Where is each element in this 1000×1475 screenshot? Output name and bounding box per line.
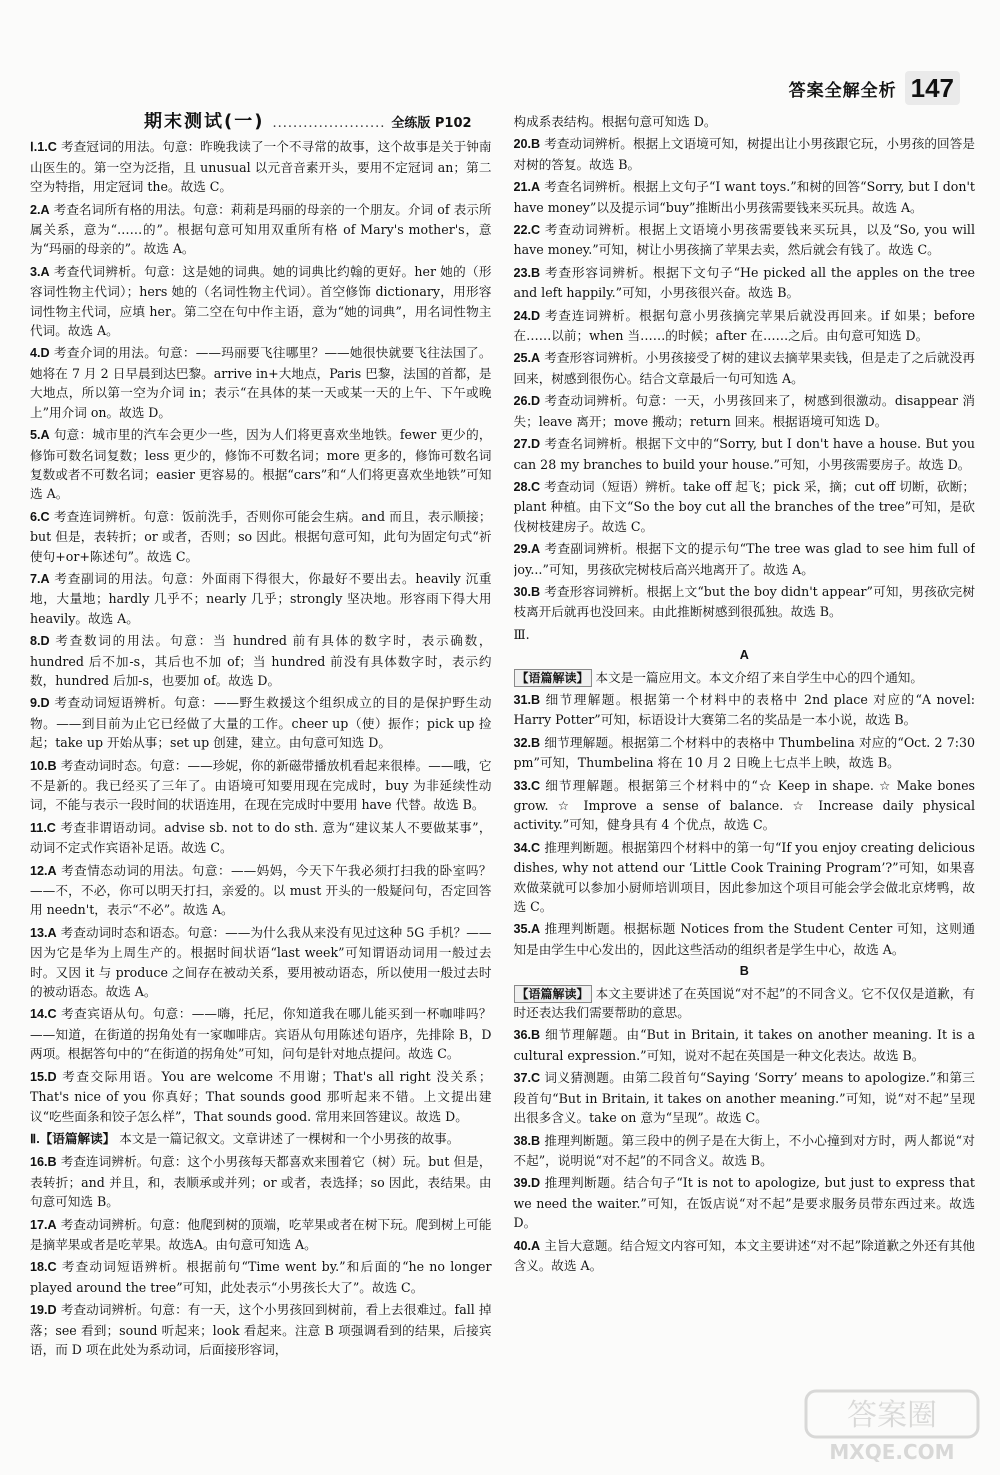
answer-explanation: 考查宾语从句。句意：——嗨，托尼，你知道我在哪儿能买到一杯咖啡吗？——知道，在街道的拐角处有一家咖啡店。宾语从句用陈述句语序，先排除 B，D 两项。根据答句中的“在街道的拐角处”可知，问句是针对地点提问。故选 C。 bbox=[30, 1006, 492, 1062]
answer-item bbox=[30, 343, 492, 422]
answer-item bbox=[514, 984, 976, 1023]
answer-explanation: 考查动词辨析。根据上文语境小男孩需要钱来买玩具，以及“So, you will have money.”可知，树让小男孩摘了苹果去卖，然后就会有钱了。故选 C。 bbox=[513, 222, 975, 258]
answer-number: 32.B bbox=[513, 735, 541, 750]
answer-explanation: 推理判断题。第三段中的例子是在大街上，不小心撞到对方时，两人都说“对不起”，说明说“对不起”的不同含义。故选 B。 bbox=[513, 1132, 975, 1168]
answer-explanation: 本文是一篇应用文。本文介绍了来自学生中心的四个通知。 bbox=[595, 669, 923, 685]
answer-number: 7.A bbox=[30, 571, 50, 586]
answer-item bbox=[30, 507, 492, 566]
answer-number: 28.C bbox=[513, 479, 541, 494]
answer-explanation: 考查形容词辨析。根据上文“but the boy didn't appear”可知，男孩砍完树枝离开后就再也没回来。由此推断树感到很孤独。故选 B。 bbox=[513, 583, 975, 620]
answer-number: 35.A bbox=[513, 922, 541, 937]
answer-explanation: 考查情态动词的用法。句意：——妈妈，今天下午我必须打扫我的卧室吗？——不，不必，你可以明天打扫，亲爱的。以 must 开头的一般疑问句，否定回答用 needn't，表示“不必”。故选 A。 bbox=[30, 862, 492, 918]
answer-number: 4.D bbox=[30, 346, 50, 361]
watermark-text-1: 答案圈 bbox=[847, 1398, 937, 1433]
answer-item bbox=[514, 733, 976, 773]
answer-number: 38.B bbox=[513, 1133, 541, 1148]
answer-explanation: 考查连词辨析。根据句意小男孩摘完苹果后就没再回来。if 如果；before 在……以前；when 当……的时候；after 在……之后。由句意可知选 D。 bbox=[513, 307, 975, 344]
answer-item bbox=[30, 1067, 492, 1126]
answer-number: 34.C bbox=[513, 840, 541, 855]
answer-item bbox=[514, 177, 976, 217]
answer-explanation: 考查代词辨析。句意：这是她的词典。她的词典比约翰的更好。her 她的（形容词性物主代词）；hers 她的（名词性物主代词）。首空修饰 dictionary，用形容词性物主代词，应填 her。第二空在句中作主语，意为“她的词典”，用名词性物主代词。故选 A。 bbox=[30, 263, 492, 339]
answer-item bbox=[30, 861, 492, 920]
answer-explanation: 考查形容词辨析。小男孩接受了树的建议去摘苹果卖钱，但是走了之后就没再回来，树感到很伤心。结合文章最后一句可知选 A。 bbox=[513, 350, 975, 386]
answer-explanation: 本文是一篇记叙文。文章讲述了一棵树和一个小男孩的故事。 bbox=[119, 1130, 460, 1146]
answer-explanation: 考查交际用语。You are welcome 不用谢；That's all right 没关系；That's nice of you 你真好；That sounds good 那听起来不错。上文提出建议“吃些面条和饺子怎么样”，That sounds good. 常用来回答建议。故选 D。 bbox=[30, 1068, 492, 1124]
answer-item bbox=[514, 1068, 976, 1127]
answer-number: Ⅱ.【语篇解读】 bbox=[30, 1131, 116, 1146]
answer-number: 10.B bbox=[30, 758, 57, 773]
answer-explanation: 考查形容词辨析。根据下文句子“He picked all the apples on the tree and left happily.”可知，小男孩很兴奋。故选 B。 bbox=[513, 264, 975, 301]
answer-number: 29.A bbox=[513, 542, 541, 557]
section-heading bbox=[514, 625, 976, 644]
answer-number: 6.C bbox=[30, 509, 50, 524]
answer-explanation: 主旨大意题。结合短文内容可知，本文主要讲述“对不起”除道歉之外还有其他含义。故选 A。 bbox=[513, 1237, 975, 1273]
answer-explanation: 考查动词短语辨析。根据前句“Time went by.”和后面的“he no longer played around the tree”可知，此处表示“小男孩长大了”。故选 C。 bbox=[30, 1259, 492, 1295]
answer-explanation: 考查名词所有格的用法。句意：莉莉是玛丽的母亲的一个朋友。介词 of 表示所属关系，意为“……的”。根据句意可知用双重所有格 of Mary's mother's，意为“玛丽的母亲的”。故选 A。 bbox=[30, 201, 492, 257]
answer-number: 40.A bbox=[513, 1238, 541, 1253]
answer-number: 25.A bbox=[513, 351, 541, 366]
answer-number: 23.B bbox=[513, 265, 541, 280]
answer-number: 20.B bbox=[513, 137, 541, 152]
answer-explanation: 考查名词辨析。根据下文中的“Sorry, but I don't have a house. But you can 28 my branches to build your house.”可知，小男孩需要房子。故选 D。 bbox=[513, 436, 975, 472]
answer-explanation: 考查连词辨析。句意：这个小男孩每天都喜欢来围着它（树）玩。but 但是，表转折；and 并且，和，表顺承或并列；or 或者，表选择；so 因此，表结果。由句意可知选 B。 bbox=[30, 1154, 492, 1210]
answer-item bbox=[30, 425, 492, 504]
answer-number: 39.D bbox=[513, 1176, 541, 1191]
answer-number: 31.B bbox=[513, 692, 541, 707]
answer-explanation: 考查动词辨析。句意：一天，小男孩回来了，树感到很激动。disappear 消失；leave 离开；move 搬动；return 回来。根据语境可知选 D。 bbox=[513, 393, 975, 429]
answer-number: 37.C bbox=[513, 1071, 541, 1086]
passage-letter: A bbox=[739, 648, 749, 663]
answer-item bbox=[30, 923, 492, 1002]
answer-item bbox=[30, 756, 492, 815]
answer-number: 11.C bbox=[30, 820, 56, 835]
answer-explanation: 考查非谓语动词。advise sb. not to do sth. 意为“建议某人不要做某事”，动词不定式作宾语补足语。故选 C。 bbox=[30, 819, 492, 856]
header-title: 答案全解全析 bbox=[788, 80, 897, 101]
answer-item bbox=[514, 434, 976, 474]
answer-number: 15.D bbox=[30, 1069, 57, 1084]
answer-number: 18.C bbox=[30, 1260, 57, 1275]
answer-explanation: 构成系表结构。根据句意可知选 D。 bbox=[513, 114, 717, 129]
answer-explanation: 考查介词的用法。句意：——玛丽要飞往哪里？——她很快就要飞往法国了。她将在 7 月 2 日早晨到达巴黎。arrive in+大地点，Paris 巴黎，法国的首都，是大地点，所以第一空为介词 in；表示“在具体的某一天或某一天的上午、下午或晚上”用介词 on。故选 D。 bbox=[30, 345, 492, 420]
answer-item bbox=[514, 919, 976, 959]
answer-item bbox=[514, 668, 976, 687]
answer-item bbox=[30, 1215, 492, 1255]
answer-item bbox=[514, 112, 976, 131]
passage-letter: B bbox=[739, 964, 749, 979]
answer-number: 24.D bbox=[513, 308, 541, 323]
answer-number: 3.A bbox=[30, 264, 50, 279]
answer-explanation: 考查动词辨析。句意：有一天，这个小男孩回到树前，看上去很难过。fall 掉落；see 看到；sound 听起来；look 看起来。注意 B 项强调看到的结果，后接宾语，而 D 项在此处为系动词，后面接形容词， bbox=[30, 1302, 492, 1357]
exam-title-row bbox=[34, 112, 492, 133]
answer-number: 22.C bbox=[513, 223, 541, 238]
answer-number: Ⅰ.1.C bbox=[30, 140, 57, 155]
answer-explanation: 考查动词辨析。句意：他爬到树的顶端，吃苹果或者在树下玩。爬到树上可能是摘苹果或者是吃苹果。故选A。由句意可知选 A。 bbox=[30, 1216, 492, 1252]
answer-item bbox=[514, 263, 976, 303]
left-answer-list bbox=[30, 137, 492, 1359]
answer-explanation: 考查动词时态。句意：——珍妮，你的新磁带播放机看起来很棒。——哦，它不是新的。我已经买了三年了。由语境可知要用现在完成时，buy 为非延续性动词，不能与表示一段时间的状语连用，在现在完成时中要用 have 代替。故选 B。 bbox=[30, 757, 492, 813]
answer-item bbox=[30, 1004, 492, 1063]
answer-item bbox=[514, 1236, 976, 1276]
answer-number: 30.B bbox=[513, 584, 541, 599]
answer-item bbox=[514, 348, 976, 388]
answer-explanation: 考查动词短语辨析。句意：——野生救援这个组织成立的目的是保护野生动物。——到目前为止它已经做了大量的工作。cheer up（使）振作；pick up 捡起；take up 开始从事；set up 创建，建立。由句意可知选 D。 bbox=[30, 695, 492, 751]
answer-explanation: 考查副词辨析。根据下文的提示句“The tree was glad to see him full of joy...”可知，男孩砍完树枝后高兴地离开了。故选 A。 bbox=[513, 541, 975, 577]
answer-number: 8.D bbox=[30, 634, 50, 649]
title-leader-dots: ...................... bbox=[272, 116, 386, 131]
answer-item bbox=[30, 631, 492, 690]
left-column bbox=[30, 112, 492, 1442]
answer-item bbox=[30, 1300, 492, 1359]
answer-item bbox=[514, 391, 976, 431]
answer-explanation: 考查数词的用法。句意：当 hundred 前有具体的数字时，表示确数，hundred 后不加-s，其后也不加 of；当 hundred 前没有具体数字时，表示约数，hundred 后加-s，也要加 of。故选 D。 bbox=[30, 633, 492, 688]
answer-number: 19.D bbox=[30, 1303, 57, 1318]
answer-item bbox=[30, 569, 492, 628]
answer-item bbox=[30, 1129, 492, 1149]
answer-explanation: 推理判断题。结合句子“It is not to apologize, but just to express that we need the waiter.”可知，在饭店说“对不起”是要求服务员带东西过来。故选 D。 bbox=[513, 1175, 975, 1231]
answer-item bbox=[514, 539, 976, 579]
answer-number: 5.A bbox=[30, 428, 50, 443]
answer-number: Ⅲ. bbox=[513, 626, 530, 642]
answer-explanation: 细节理解题。根据第三个材料中的“☆ Keep in shape. ☆ Make bones grow. ☆ Improve a sense of balance. ☆ Increase daily physical activity.”可知，健身具有 4 个优点，故选 C。 bbox=[513, 777, 975, 833]
answer-number: 33.C bbox=[513, 778, 541, 793]
answer-item bbox=[514, 306, 976, 346]
answer-item bbox=[514, 220, 976, 260]
passage-tag: 【语篇解读】 bbox=[514, 669, 592, 687]
answer-explanation: 考查连词辨析。句意：饭前洗手，否则你可能会生病。and 而且，表示顺接；but 但是，表转折；or 或者，否则；so 因此。根据句意可知，此句为固定句式“祈使句+or+陈述句”。故选 C。 bbox=[30, 508, 492, 564]
exam-title: 期末测试(一) bbox=[144, 112, 265, 132]
answer-item bbox=[514, 838, 976, 917]
answer-number: 12.A bbox=[30, 863, 57, 878]
answer-item bbox=[514, 582, 976, 622]
right-answer-list bbox=[514, 112, 976, 1275]
answer-number: 2.A bbox=[30, 202, 50, 217]
answer-explanation: 句意：城市里的汽车会更少一些，因为人们将更喜欢坐地铁。fewer 更少的，修饰可数名词复数；less 更少的，修饰不可数名词；more 更多的，修饰可数名词复数或者不可数名词；easier 更容易的。根据“cars”和“人们将更喜欢坐地铁”可知选 A。 bbox=[30, 427, 492, 502]
answer-number: 17.A bbox=[30, 1217, 57, 1232]
answer-item bbox=[514, 477, 976, 536]
answer-item bbox=[514, 1025, 976, 1065]
answer-explanation: 细节理解题。根据第一个材料中的表格中 2nd place 对应的“A novel: Harry Potter”可知，标语设计大赛第二名的奖品是一本小说，故选 B。 bbox=[513, 691, 975, 728]
answer-explanation: 考查动词辨析。根据上文语境可知，树提出让小男孩跟它玩，小男孩的回答是对树的答复。故选 B。 bbox=[513, 136, 975, 172]
answer-number: 9.D bbox=[30, 696, 50, 711]
answer-item bbox=[514, 134, 976, 174]
answer-item bbox=[514, 690, 976, 730]
answer-item bbox=[30, 693, 492, 752]
answer-item bbox=[514, 1173, 976, 1232]
answer-explanation: 本文主要讲述了在英国说“对不起”的不同含义。它不仅仅是道歉，有时还表达我们需要帮助的意思。 bbox=[513, 985, 975, 1021]
answer-explanation: 细节理解题。由“But in Britain, it takes on another meaning. It is a cultural expression.”可知，说对不起在英国是一种文化表达。故选 B。 bbox=[513, 1027, 975, 1063]
passage-tag: 【语篇解读】 bbox=[514, 985, 592, 1003]
page-header bbox=[789, 68, 960, 108]
answer-explanation: 考查动词时态和语态。句意：——为什么我从来没有见过这种 5G 手机？——因为它是华为上周生产的。根据时间状语“last week”可知谓语动词用一般过去时。又因 it 与 produce 之间存在被动关系，要用被动语态，所以使用一般过去时的被动语态。故选 A。 bbox=[30, 924, 492, 1000]
answer-item bbox=[30, 1257, 492, 1297]
answer-number: 27.D bbox=[513, 437, 541, 452]
answer-item bbox=[514, 1131, 976, 1171]
answer-explanation: 推理判断题。根据第四个材料中的第一句“If you enjoy creating delicious dishes, why not attend our ‘Little Cook Training Program’?”可知，如果喜欢做菜就可以参加小厨师培训项目，因此参加这个项目可能会学会做北京烤鸭，故选 C。 bbox=[513, 839, 975, 915]
answer-number: 26.D bbox=[513, 394, 541, 409]
answer-number: 13.A bbox=[30, 925, 57, 940]
answer-explanation: 考查名词辨析。根据上文句子“I want toys.”和树的回答“Sorry, but I don't have money”以及提示词“buy”推断出小男孩需要钱来买玩具。故选 A。 bbox=[513, 179, 975, 215]
answer-item bbox=[514, 776, 976, 835]
answer-item bbox=[30, 200, 492, 259]
answer-number: 21.A bbox=[513, 180, 541, 195]
exam-reference: 全练版 P102 bbox=[391, 116, 472, 131]
answer-explanation: 推理判断题。根据标题 Notices from the Student Center 可知，这则通知是由学生中心发出的，因此这些活动的组织者是学生中心，故选 A。 bbox=[513, 921, 975, 957]
answer-explanation: 考查冠词的用法。句意：昨晚我读了一个不寻常的故事，这个故事是关于钟南山医生的。第一空为泛指，且 unusual 以元音音素开头，要用不定冠词 an；第二空为特指，用定冠词 the。故选 C。 bbox=[30, 139, 492, 195]
answer-explanation: 词义猜测题。由第二段首句“Saying ‘Sorry’ means to apologize.”和第三段首句“But in Britain, it takes on another meaning.”可知，说“对不起”呈现出很多含义。take on 意为“呈现”。故选 C。 bbox=[513, 1070, 975, 1126]
right-column bbox=[514, 112, 976, 1442]
page-number: 147 bbox=[905, 71, 960, 105]
answer-item bbox=[30, 262, 492, 341]
answer-item bbox=[30, 818, 492, 858]
answer-item bbox=[30, 1152, 492, 1211]
answer-number: 16.B bbox=[30, 1155, 57, 1170]
answer-explanation: 考查副词的用法。句意：外面雨下得很大，你最好不要出去。heavily 沉重地，大量地；hardly 几乎不；nearly 几乎；strongly 坚决地。形容雨下得大用 heavily。故选 A。 bbox=[30, 570, 492, 626]
answer-explanation: 考查动词（短语）辨析。take off 起飞；pick 采，摘；cut off 切断，砍断；plant 种植。由下文“So the boy cut all the branches of the tree”可知，是砍伐树枝建房子。故选 C。 bbox=[513, 478, 975, 534]
content-columns bbox=[30, 112, 975, 1442]
answer-number: 14.C bbox=[30, 1007, 57, 1022]
answer-number: 36.B bbox=[513, 1028, 541, 1043]
answer-item bbox=[30, 137, 492, 196]
answer-explanation: 细节理解题。根据第二个材料中的表格中 Thumbelina 对应的“Oct. 2 7:30 pm”可知，Thumbelina 将在 10 月 2 日晚上七点半上映，故选 B。 bbox=[513, 734, 975, 771]
watermark-text-2: MXQE.COM bbox=[829, 1440, 955, 1464]
